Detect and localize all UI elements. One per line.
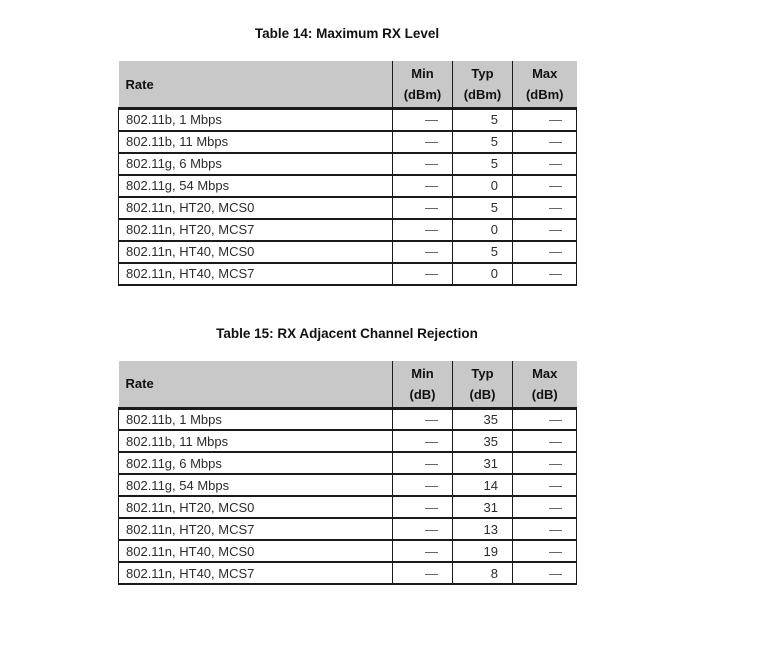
min-cell: — (393, 197, 453, 219)
table-row (119, 562, 577, 584)
rate-cell: 802.11g, 54 Mbps (119, 474, 393, 496)
header-cell-max (513, 361, 577, 409)
rate-cell: 802.11n, HT40, MCS7 (119, 562, 393, 584)
min-cell: — (393, 109, 453, 131)
rate-cell: 802.11b, 11 Mbps (119, 430, 393, 452)
rate-cell: 802.11b, 1 Mbps (119, 109, 393, 131)
table-row (119, 540, 577, 562)
header-min-unit: (dB) (409, 386, 436, 402)
max-cell: — (513, 540, 577, 562)
table-row (119, 153, 577, 175)
max-cell: — (513, 219, 577, 241)
table15-title: Table 15: RX Adjacent Channel Rejection (216, 325, 478, 341)
min-cell: — (393, 518, 453, 540)
table14-header (119, 61, 577, 109)
typ-cell: 5 (453, 197, 513, 219)
max-cell: — (513, 496, 577, 518)
header-typ-label: Typ (471, 365, 494, 381)
header-min-label: Min (411, 66, 434, 81)
table14 (118, 61, 577, 286)
table15-header (119, 361, 577, 409)
table15-body (119, 408, 577, 584)
typ-cell: 0 (453, 175, 513, 197)
header-typ-unit: (dB) (469, 386, 496, 402)
header-min-label: Min (411, 365, 434, 381)
header-max-unit: (dB) (531, 386, 558, 402)
max-cell: — (513, 263, 577, 285)
min-cell: — (393, 153, 453, 175)
header-typ-label: Typ (471, 66, 494, 81)
min-cell: — (393, 219, 453, 241)
header-cell-typ (453, 361, 513, 409)
table14-section (118, 26, 576, 286)
rate-cell: 802.11g, 54 Mbps (119, 175, 393, 197)
header-max-label: Max (532, 66, 558, 81)
typ-cell: 5 (453, 109, 513, 131)
header-cell-max (513, 61, 577, 109)
typ-cell: 35 (453, 430, 513, 452)
typ-cell: 0 (453, 219, 513, 241)
rate-cell: 802.11g, 6 Mbps (119, 153, 393, 175)
table-row (119, 241, 577, 263)
table-row (119, 219, 577, 241)
min-cell: — (393, 263, 453, 285)
max-cell: — (513, 241, 577, 263)
min-cell: — (393, 562, 453, 584)
typ-cell: 31 (453, 452, 513, 474)
max-cell: — (513, 197, 577, 219)
table15-section (118, 326, 576, 586)
rate-cell: 802.11n, HT20, MCS0 (119, 496, 393, 518)
typ-cell: 13 (453, 518, 513, 540)
table-row (119, 109, 577, 131)
header-cell-min (393, 61, 453, 109)
max-cell: — (513, 131, 577, 153)
max-cell: — (513, 452, 577, 474)
min-cell: — (393, 175, 453, 197)
max-cell: — (513, 430, 577, 452)
rate-cell: 802.11n, HT20, MCS0 (119, 197, 393, 219)
rate-cell: 802.11n, HT40, MCS0 (119, 540, 393, 562)
min-cell: — (393, 452, 453, 474)
header-min-unit: (dBm) (403, 87, 442, 102)
rate-cell: 802.11n, HT20, MCS7 (119, 518, 393, 540)
max-cell: — (513, 474, 577, 496)
header-row (119, 61, 577, 109)
typ-cell: 5 (453, 153, 513, 175)
header-cell-rate: Rate (119, 61, 393, 109)
table-row (119, 430, 577, 452)
table-row (119, 263, 577, 285)
table-row (119, 496, 577, 518)
min-cell: — (393, 496, 453, 518)
table-row (119, 408, 577, 430)
max-cell: — (513, 109, 577, 131)
table-row (119, 197, 577, 219)
header-row (119, 361, 577, 409)
min-cell: — (393, 131, 453, 153)
min-cell: — (393, 241, 453, 263)
max-cell: — (513, 153, 577, 175)
rate-cell: 802.11g, 6 Mbps (119, 452, 393, 474)
max-cell: — (513, 175, 577, 197)
table14-body (119, 109, 577, 285)
table-row (119, 518, 577, 540)
table-row (119, 131, 577, 153)
header-max-label: Max (532, 365, 558, 381)
table14-title: Table 14: Maximum RX Level (254, 26, 440, 41)
typ-cell: 14 (453, 474, 513, 496)
table15 (118, 361, 577, 586)
rate-cell: 802.11n, HT40, MCS7 (119, 263, 393, 285)
header-typ-unit: (dBm) (463, 87, 502, 102)
table-row (119, 474, 577, 496)
rate-cell: 802.11b, 1 Mbps (119, 408, 393, 430)
min-cell: — (393, 474, 453, 496)
rate-cell: 802.11b, 11 Mbps (119, 131, 393, 153)
typ-cell: 5 (453, 131, 513, 153)
max-cell: — (513, 518, 577, 540)
typ-cell: 0 (453, 263, 513, 285)
rate-cell: 802.11n, HT40, MCS0 (119, 241, 393, 263)
header-cell-min (393, 361, 453, 409)
header-max-unit: (dBm) (525, 87, 564, 102)
header-cell-rate: Rate (119, 361, 393, 409)
min-cell: — (393, 430, 453, 452)
min-cell: — (393, 540, 453, 562)
typ-cell: 8 (453, 562, 513, 584)
rate-cell: 802.11n, HT20, MCS7 (119, 219, 393, 241)
header-cell-typ (453, 61, 513, 109)
table-row (119, 452, 577, 474)
max-cell: — (513, 562, 577, 584)
max-cell: — (513, 408, 577, 430)
table-row (119, 175, 577, 197)
typ-cell: 5 (453, 241, 513, 263)
typ-cell: 31 (453, 496, 513, 518)
typ-cell: 19 (453, 540, 513, 562)
min-cell: — (393, 408, 453, 430)
typ-cell: 35 (453, 408, 513, 430)
